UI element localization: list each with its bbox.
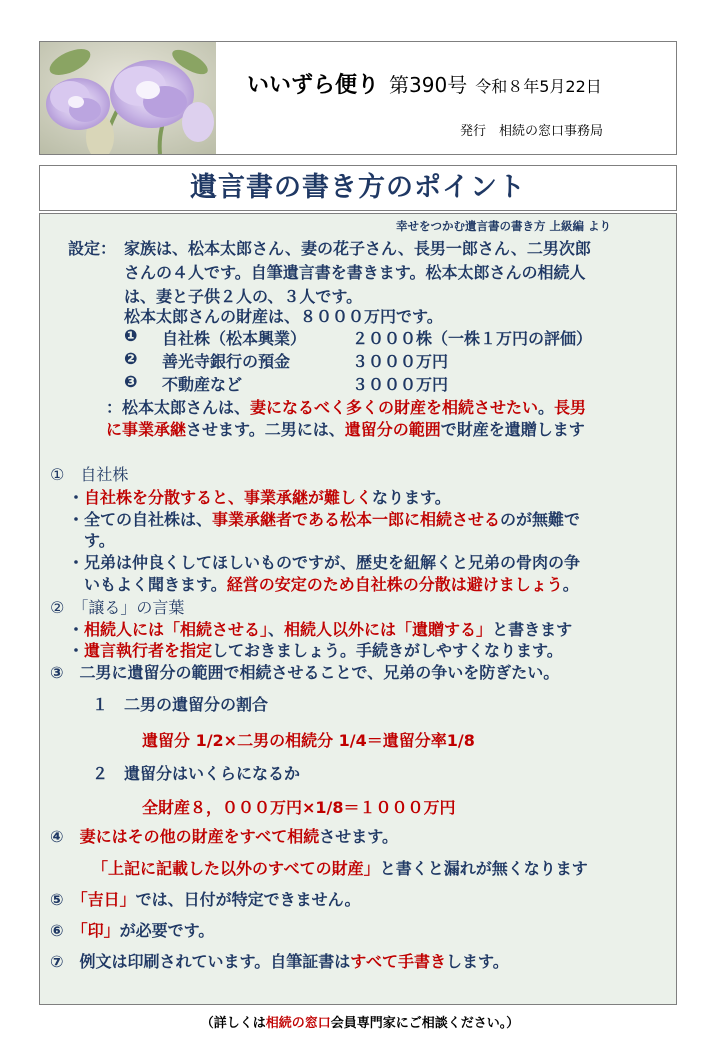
asset-mark: ❶ [124,326,138,345]
settings-line: さんの４人です。自筆遺言書を書きます。松本太郎さんの相続人 [124,263,586,282]
source-note: 幸せをつかむ遺言書の書き方 上級編 より [396,219,612,233]
publisher: 発行 相続の窓口事務局 [460,124,604,139]
point-7: ⑦ 例文は印刷されています。自筆証書はすべて手書きします。 [50,952,509,971]
settings-line: 松本太郎さんの財産は、８０００万円です。 [124,307,443,326]
settings-line: は、妻と子供２人の、３人です。 [124,287,363,306]
point-6: ⑥ 「印」が必要です。 [50,921,215,940]
asset-value: ２０００株（一株１万円の評価） [352,329,593,348]
issue-date: 令和８年5月22日 [475,77,602,96]
point-1-bullet: ・全ての自社株は、事業承継者である松本一郎に相続させるのが無難で [68,510,581,529]
point-5: ⑤ 「吉日」では、日付が特定できません。 [50,890,361,909]
wish-line: に事業承継させます。二男には、遺留分の範囲で財産を遺贈します [106,420,585,439]
asset-name: 不動産など [162,375,243,394]
point-3-heading: ③ 二男に遺留分の範囲で相続させることで、兄弟の争いを防ぎたい。 [50,663,560,682]
newsletter-header [39,41,677,155]
settings-line: 家族は、松本太郎さん、妻の花子さん、長男一郎さん、二男次郎 [124,239,591,258]
lisianthus-flower-image [40,42,216,154]
point-2-bullet: ・遺言執行者を指定しておきましょう。手続きがしやすくなります。 [68,641,563,660]
settings-label: 設定： [68,239,117,258]
point-4-heading: ④ 妻にはその他の財産をすべて相続させます。 [50,827,398,846]
asset-mark: ❷ [124,349,138,368]
point-2-bullet: ・相続人には「相続させる」、相続人以外には「遺贈する」と書きます [68,620,573,639]
asset-value: ３０００万円 [352,352,449,371]
content-panel [39,213,677,1005]
asset-value: ３０００万円 [352,375,449,394]
point-3-subheading: ２ 遺留分はいくらになるか [92,764,301,783]
point-1-bullet: ・兄弟は仲良くしてほしいものですが、歴史を紐解くと兄弟の骨肉の争 [68,553,581,572]
point-3-formula: 遺留分 1/2×二男の相続分 1/4＝遺留分率1/8 [142,731,475,750]
footer-note: （詳しくは相続の窓口会員専門家にご相談ください。） [200,1016,520,1031]
point-2-heading: ② 「譲る」の言葉 [50,598,185,617]
asset-name: 善光寺銀行の預金 [162,352,291,371]
newsletter-title-line [247,68,602,99]
asset-mark: ❸ [124,372,138,391]
newsletter-name: いいずら便り [247,73,380,98]
point-3-subheading: １ 二男の遺留分の割合 [92,695,269,714]
point-1-bullet-cont: いもよく聞きます。経営の安定のため自社株の分散は避けましょう。 [84,575,579,594]
point-1-bullet-cont: す。 [84,531,115,550]
point-4-detail: 「上記に記載した以外のすべての財産」と書くと漏れが無くなります [92,859,588,878]
issue-number: 第390号 [389,73,468,97]
title-box [39,165,677,211]
point-1-heading: ① 自社株 [50,465,129,484]
asset-name: 自社株（松本興業） [162,329,307,348]
page-title: 遺言書の書き方のポイント [190,172,526,203]
wish-line: ：松本太郎さんは、妻になるべく多くの財産を相続させたい。長男 [106,398,587,417]
point-3-formula: 全財産８，０００万円×1/8＝１０００万円 [142,798,456,817]
point-1-bullet: ・自社株を分散すると、事業承継が難しくなります。 [68,488,451,507]
